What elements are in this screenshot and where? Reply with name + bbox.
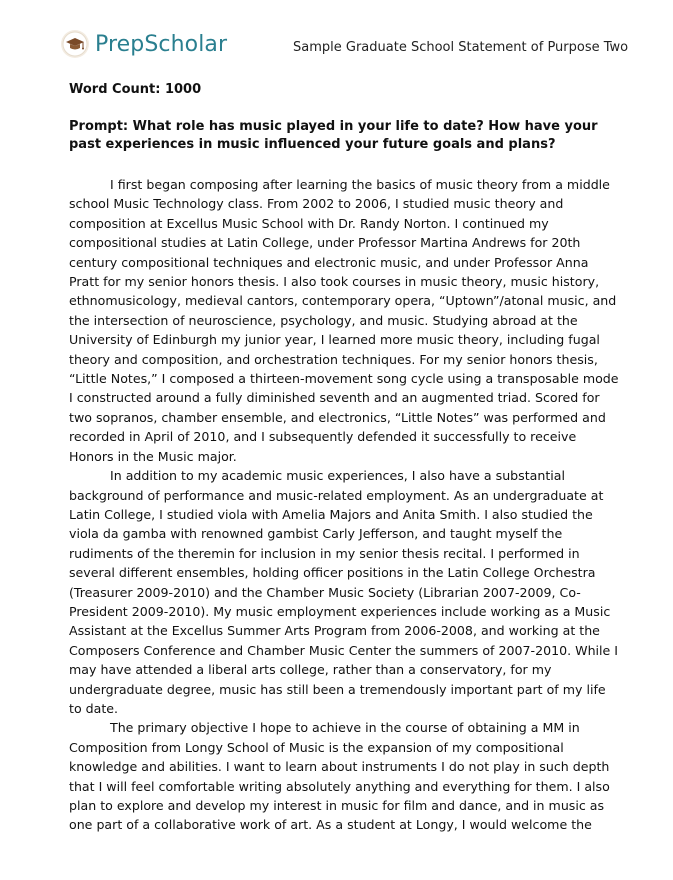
paragraph: I first began composing after learning the basics of music theory from a middle school Music Technology class. From 2002 to 2006, I studied music theory and composition at Excellus Music School with Dr. Randy Norton. I continued my compositional studies at Latin College, under Professor Martina Andrews for 20th century compositional techniques and electronic music, and under Professor Anna Pratt for my senior honors thesis. I also took courses in music theory, music history, ethnomusicology, medieval cantors, contemporary opera, “Uptown”/atonal music, and the intersection of neuroscience, psychology, and music. Studying abroad at the University of Edinburgh my junior year, I learned more music theory, including fugal theory and composition, and orchestration techniques. For my senior honors thesis, “Little Notes,” I composed a thirteen-movement song cycle using a transposable mode I constructed around a fully diminished seventh and an augmented triad. Scored for two sopranos, chamber ensemble, and electronics, “Little Notes” was performed and recorded in April of 2010, and I subsequently defended it successfully to receive Honors in the Music major. [69,177,619,464]
prepscholar-logo[interactable] [60,29,227,59]
essay-text [69,175,621,835]
logo-text: PrepScholar [95,31,228,57]
document-body [69,80,621,835]
graduation-cap-icon [60,29,90,59]
word-count: Word Count: 1000 [69,82,202,97]
document-title: Sample Graduate School Statement of Purpose Two [293,40,629,55]
paragraph: In addition to my academic music experiences, I also have a substantial background of performance and music-related employment. As an undergraduate at Latin College, I studied viola with Amelia Majors and Anita Smith. I also studied the viola da gamba with renowned gambist Carly Jefferson, and taught myself the rudiments of the theremin for inclusion in my senior thesis recital. I performed in several different ensembles, holding officer positions in the Latin College Orchestra (Treasurer 2009-2010) and the Chamber Music Society (Librarian 2007-2009, Co-President 2009-2010). My music employment experiences include working as a Music Assistant at the Excellus Summer Arts Program from 2006-2008, and working at the Composers Conference and Chamber Music Center the summers of 2007-2010. While I may have attended a liberal arts college, rather than a conservatory, for my undergraduate degree, music has still been a tremendously important part of my life to date. [69,468,619,716]
page-header [0,0,673,80]
essay-prompt: Prompt: What role has music played in your life to date? How have your past experiences in music influenced your future goals and plans? [69,119,598,152]
paragraph: The primary objective I hope to achieve in the course of obtaining a MM in Composition from Longy School of Music is the expansion of my compositional knowledge and abilities. I want to learn about instruments I do not play in such depth that I will feel comfortable writing absolutely anything and everything for them. I also plan to explore and develop my interest in music for film and dance, and in music as one part of a collaborative work of art. As a student at Longy, I would welcome the [69,720,610,833]
